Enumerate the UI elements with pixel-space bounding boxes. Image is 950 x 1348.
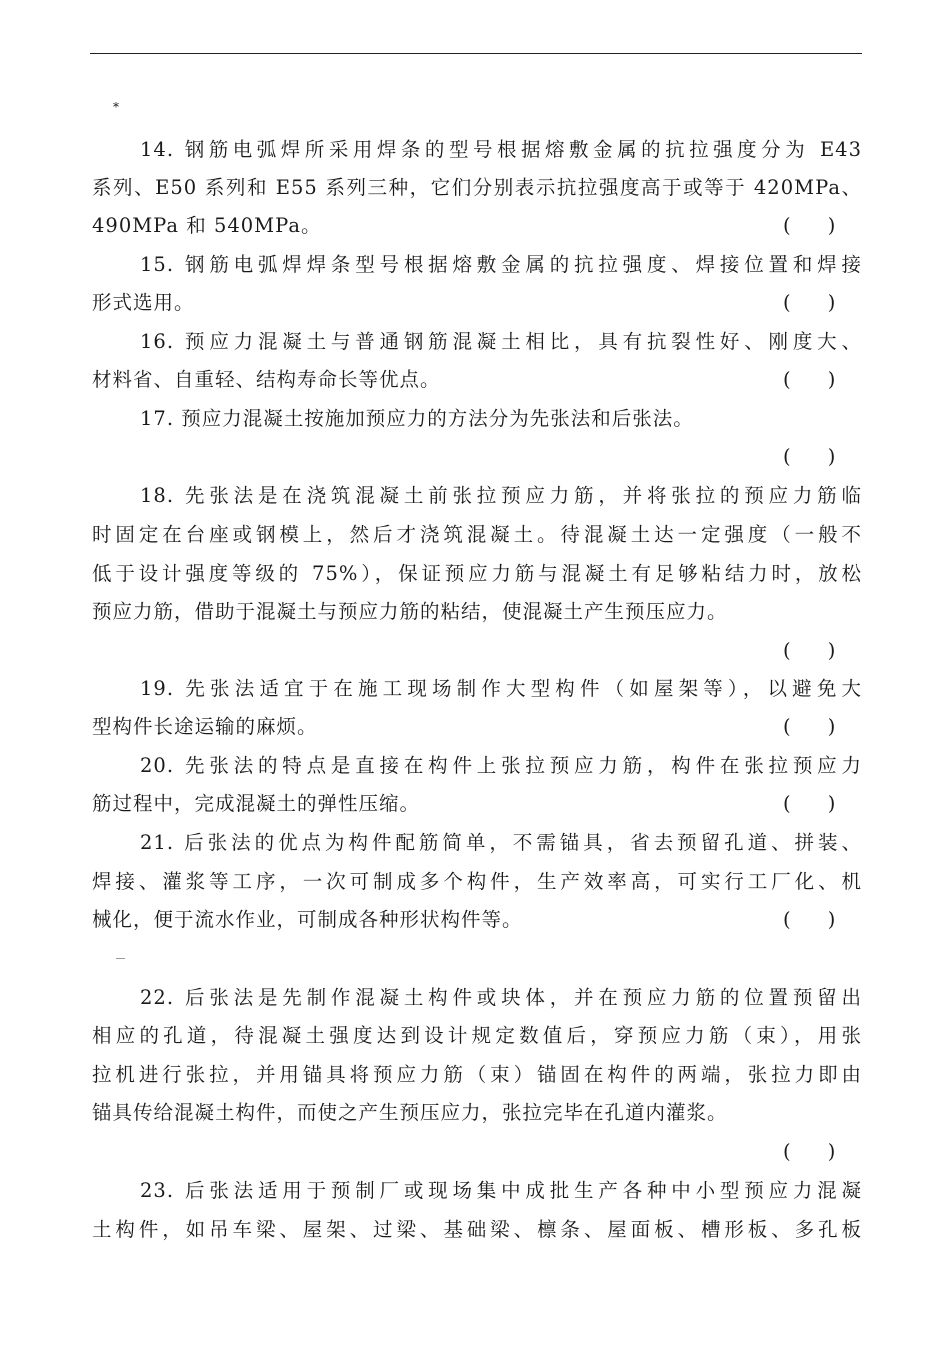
q18-answer-blank: ( ) xyxy=(783,639,836,662)
section-dash xyxy=(116,958,125,959)
q18-line-4: 预应力筋，借助于混凝土与预应力筋的粘结，使混凝土产生预压应力。 xyxy=(92,600,728,623)
q17-answer-blank: ( ) xyxy=(783,445,836,468)
q22-line-3: 拉机进行张拉，并用锚具将预应力筋（束）锚固在构件的两端，张拉力即由 xyxy=(92,1063,862,1086)
q22-line-1: 22. 后张法是先制作混凝土构件或块体，并在预应力筋的位置预留出 xyxy=(140,986,862,1009)
q18-line-2: 时固定在台座或钢模上，然后才浇筑混凝土。待混凝土达一定强度（一般不 xyxy=(92,523,862,546)
q21-line-3: 械化，便于流水作业，可制成各种形状构件等。 xyxy=(92,908,523,931)
q22-line-4: 锚具传给混凝土构件，而使之产生预压应力，张拉完毕在孔道内灌浆。 xyxy=(92,1101,728,1124)
header-rule xyxy=(90,53,862,54)
q14-line-1: 14. 钢筋电弧焊所采用焊条的型号根据熔敷金属的抗拉强度分为 E43 xyxy=(140,138,862,161)
q20-line-1: 20. 先张法的特点是直接在构件上张拉预应力筋，构件在张拉预应力 xyxy=(140,754,862,777)
q19-line-2: 型构件长途运输的麻烦。 xyxy=(92,715,318,738)
q23-line-2: 土构件，如吊车梁、屋架、过梁、基础梁、檩条、屋面板、槽形板、多孔板 xyxy=(92,1218,862,1241)
q22-line-2: 相应的孔道，待混凝土强度达到设计规定数值后，穿预应力筋（束），用张 xyxy=(92,1024,862,1047)
q14-line-2: 系列、E50 系列和 E55 系列三种，它们分别表示抗拉强度高于或等于 420MPa、 xyxy=(92,176,862,199)
q16-line-1: 16. 预应力混凝土与普通钢筋混凝土相比，具有抗裂性好、刚度大、 xyxy=(140,330,862,353)
q16-line-2: 材料省、自重轻、结构寿命长等优点。 xyxy=(92,368,441,391)
q20-line-2: 筋过程中，完成混凝土的弹性压缩。 xyxy=(92,792,421,815)
q16-answer-blank: ( ) xyxy=(783,368,836,391)
page-marker: * xyxy=(113,100,119,114)
q17-line-1: 17. 预应力混凝土按施加预应力的方法分为先张法和后张法。 xyxy=(140,407,694,430)
q18-line-3: 低于设计强度等级的 75%），保证预应力筋与混凝土有足够粘结力时，放松 xyxy=(92,562,862,585)
q19-answer-blank: ( ) xyxy=(783,715,836,738)
q18-line-1: 18. 先张法是在浇筑混凝土前张拉预应力筋，并将张拉的预应力筋临 xyxy=(140,484,862,507)
q23-line-1: 23. 后张法适用于预制厂或现场集中成批生产各种中小型预应力混凝 xyxy=(140,1179,862,1202)
q22-answer-blank: ( ) xyxy=(783,1140,836,1163)
q20-answer-blank: ( ) xyxy=(783,792,836,815)
q21-line-2: 焊接、灌浆等工序，一次可制成多个构件，生产效率高，可实行工厂化、机 xyxy=(92,870,862,893)
q15-line-1: 15. 钢筋电弧焊焊条型号根据熔敷金属的抗拉强度、焊接位置和焊接 xyxy=(140,253,862,276)
q14-answer-blank: ( ) xyxy=(783,214,836,237)
q21-line-1: 21. 后张法的优点为构件配筋简单，不需锚具，省去预留孔道、拼装、 xyxy=(140,831,862,854)
q15-answer-blank: ( ) xyxy=(783,291,836,314)
q14-line-3: 490MPa 和 540MPa。 xyxy=(92,214,322,237)
q15-line-2: 形式选用。 xyxy=(92,291,195,314)
q19-line-1: 19. 先张法适宜于在施工现场制作大型构件（如屋架等），以避免大 xyxy=(140,677,862,700)
q21-answer-blank: ( ) xyxy=(783,908,836,931)
